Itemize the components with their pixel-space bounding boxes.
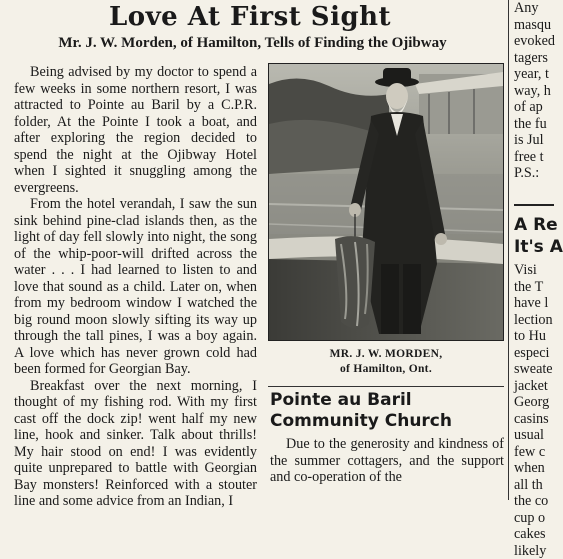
adjacent-text-fragment: few c [514, 444, 554, 461]
adjacent-text-fragment: all th [514, 477, 554, 494]
adjacent-text-fragment: Georg [514, 394, 554, 411]
adjacent-headline-fragment: It's A [514, 236, 554, 258]
photo-man-with-fish [268, 63, 504, 341]
article-paragraph: Breakfast over the next morning, I thought of my fishing rod. With my first cast off the dock zip! went half my new line, hook and sinker. Talk about thrills! My hair stood on end! I was evidently quite unprepared to battle with Georgian Bay monsters! Reinforced with a stouter line and some advice from an Indian, I [14, 378, 257, 510]
adjacent-text-fragment: to Hu [514, 328, 554, 345]
adjacent-text-fragment: cakes [514, 526, 554, 543]
article-subheadline: Mr. J. W. Morden, of Hamilton, Tells of Finding the Ojibway [0, 34, 505, 52]
article-paragraph: From the hotel verandah, I saw the sun sink behind pine-clad islands then, as the light of day fell slowly into night, the song of the whip-poor-will drifted across the water . . . I had learned to listen to and love that sound as a child. Later on, when from my bedroom window I watched the big round moon slowly sifting its way up through the tall pines, I was a boy again. A love which has never grown cold had been formed for Georgian Bay. [14, 196, 257, 378]
adjacent-text-fragment: the T [514, 279, 554, 296]
church-article-title: Pointe au Baril Community Church [270, 390, 506, 432]
adjacent-text-fragment: masqu [514, 17, 554, 34]
adjacent-text-fragment: the fu [514, 116, 554, 133]
adjacent-text-fragment: evoked [514, 33, 554, 50]
adjacent-text-fragment: jacket [514, 378, 554, 395]
adjacent-text-fragment: free t [514, 149, 554, 166]
adjacent-text-fragment: have l [514, 295, 554, 312]
adjacent-text-fragment: usual [514, 427, 554, 444]
adjacent-text-fragment: is Jul [514, 132, 554, 149]
adjacent-section-divider [514, 204, 554, 206]
section-divider [268, 386, 504, 387]
photo-caption-name: MR. J. W. MORDEN, [268, 347, 504, 362]
adjacent-text-fragment: way, h [514, 83, 554, 100]
article-paragraph: Being advised by my doctor to spend a few weeks in some northern resort, I was attracted to Pointe au Baril by a C.P.R. folder, At the Pointe I took a boat, and after exploring the region decided to spend the night at the Ojibway Hotel when I sighted it snuggling among the evergreens. [14, 64, 257, 196]
adjacent-column-top [514, 0, 554, 182]
adjacent-text-fragment: Any [514, 0, 554, 17]
adjacent-text-fragment: sweate [514, 361, 554, 378]
article-headline: Love At First Sight [0, 2, 500, 32]
church-article-body: Due to the generosity and kindness of the summer cottagers, and the support and co-operation of the [270, 436, 504, 486]
adjacent-text-fragment: the co [514, 493, 554, 510]
adjacent-text-fragment: casins [514, 411, 554, 428]
adjacent-text-fragment: especi [514, 345, 554, 362]
photo-caption [268, 347, 504, 377]
adjacent-text-fragment: Visi [514, 262, 554, 279]
adjacent-headline [514, 214, 554, 258]
adjacent-text-fragment: cup o [514, 510, 554, 527]
adjacent-text-fragment: likely [514, 543, 554, 559]
adjacent-headline-fragment: A Re [514, 214, 554, 236]
article-body [14, 64, 257, 510]
adjacent-column-body [514, 262, 554, 559]
column-divider [508, 0, 509, 500]
adjacent-text-fragment: of ap [514, 99, 554, 116]
adjacent-text-fragment: tagers [514, 50, 554, 67]
adjacent-text-fragment: P.S.: [514, 165, 554, 182]
adjacent-text-fragment: year, t [514, 66, 554, 83]
adjacent-text-fragment: lection [514, 312, 554, 329]
photo-caption-place: of Hamilton, Ont. [268, 362, 504, 377]
adjacent-text-fragment: when [514, 460, 554, 477]
